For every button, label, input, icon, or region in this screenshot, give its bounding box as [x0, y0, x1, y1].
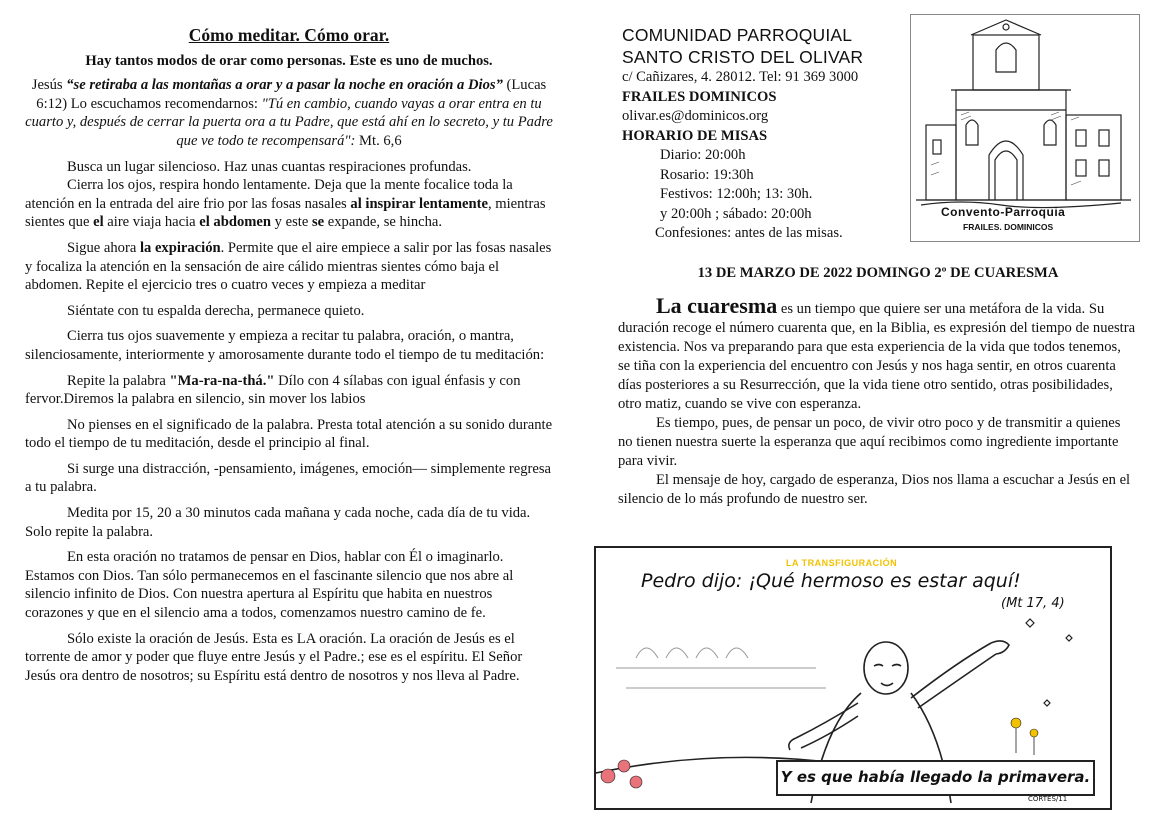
schedule-saturday: y 20:00h ; sábado: 20:00h: [660, 205, 812, 222]
schedule-daily: Diario: 20:00h: [660, 147, 746, 163]
church-sublabel: FRAILES. DOMINICOS: [963, 222, 1054, 232]
lent-lead-word: La cuaresma: [656, 293, 778, 318]
paragraph-5: Cierra tus ojos suavemente y empieza a recitar tu palabra, oración, o mantra, silenciosamente, interiormente y amorosamente durante todo el tiempo de tu meditación:: [25, 328, 545, 363]
cartoon-signature: CORTÉS/11: [1028, 795, 1068, 803]
paragraph-8: Si surge una distracción, -pensamiento, imágenes, emoción— simplemente regresa a tu palabra.: [25, 460, 552, 496]
mass-schedule-heading: HORARIO DE MISAS: [622, 127, 768, 144]
schedule-confessions: Confesiones: antes de las misas.: [655, 225, 843, 241]
paragraph-2: Cierra los ojos, respira hondo lentamente. Deja que la mente focalice toda la atención en la entrada del aire frio por las fosas nasales al inspirar lentamente, mientras sientes que el aire viaja hacia el abdomen y este se expande, se hincha.: [25, 177, 546, 231]
parish-name-line2: SANTO CRISTO DEL OLIVAR: [622, 47, 864, 67]
lent-paragraph-1: La cuaresma es un tiempo que quiere ser una metáfora de la vida. Su duración recoge el número cuarenta que, en la Biblia, es expresión del tiempo de nuestra existencia. Nos va preparando para que esta experiencia de la vida que todos tenemos, se tiña con la experiencia del encuentro con Jesús y nos haga sentir, en otros cuarenta días posteriores a su Resurrección, que la vida tiene otro sentido, otras posibilidades, otro matiz, cuando se vive con esperanza.: [618, 293, 1136, 412]
quote-matthew: "Tú en cambio, cuando vayas a orar entra en tu cuarto y, después de cerrar la puerta ora a tu Padre, que está ahí en lo secreto, y tu Padre que ve todo te recompensará":: [25, 95, 553, 149]
frailes-heading: FRAILES DOMINICOS: [622, 88, 777, 105]
schedule-rosary: Rosario: 19:30h: [660, 166, 754, 183]
cartoon-speech-ref: (Mt 17, 4): [1001, 596, 1065, 611]
cartoon-top-label: LA TRANSFIGURACIÓN: [786, 558, 898, 568]
meditation-column: [25, 26, 553, 692]
quote-ref2: Mt. 6,6: [355, 132, 402, 149]
quote-intro: Jesús: [31, 77, 67, 94]
lent-column: [618, 293, 1136, 509]
meditation-title: Cómo meditar. Cómo orar.: [188, 25, 390, 45]
parish-header: [622, 24, 912, 244]
date-heading: 13 DE MARZO DE 2022 DOMINGO 2º DE CUARESMA: [697, 265, 1059, 281]
cartoon-caption: Y es que había llegado la primavera.: [780, 768, 1091, 786]
parish-address: c/ Cañizares, 4. 28012. Tel: 91 369 3000: [622, 69, 859, 85]
quote-ref: (Lucas 6:12) Lo escuchamos recomendarnos:: [36, 77, 547, 112]
gospel-quote: [25, 76, 553, 150]
meditation-subtitle: Hay tantos modos de orar como personas. Este es uno de muchos.: [85, 52, 493, 69]
quote-luke: “se retiraba a las montañas a orar y a pasar la noche en oración a Dios”: [66, 77, 503, 94]
paragraph-4: Siéntate con tu espalda derecha, permanece quieto.: [67, 302, 365, 319]
schedule-holidays: Festivos: 12:00h; 13: 30h.: [660, 186, 813, 202]
transfiguration-cartoon: [594, 546, 1112, 810]
paragraph-11: Sólo existe la oración de Jesús. Esta es LA oración. La oración de Jesús es el torrente de amor y poder que fluye entre Jesús y el Padre.; ese es el espíritu. El Señor Jesús ora dentro de nosotros; su Espíritu está dentro de nosotros y nos lleva al Padre.: [25, 630, 523, 684]
cartoon-speech: Pedro dijo: ¡Qué hermoso es estar aquí!: [641, 570, 1021, 592]
paragraph-6: Repite la palabra "Ma-ra-na-thá." Dílo con 4 sílabas con igual énfasis y con fervor.Diremos la palabra en silencio, sin mover los labios: [25, 372, 521, 408]
church-label: Convento-Parroquia: [941, 205, 1066, 219]
cartoon-caption-box: [776, 760, 1095, 796]
paragraph-7: No pienses en el significado de la palabra. Presta total atención a su sonido durante todo el tiempo de tu meditación, desde el principio al final.: [25, 416, 553, 452]
paragraph-1: Busca un lugar silencioso. Haz unas cuantas respiraciones profundas.: [67, 158, 472, 175]
lent-paragraph-3: El mensaje de hoy, cargado de esperanza, Dios nos llama a escuchar a Jesús en el silencio de lo más profundo de nuestro ser.: [618, 472, 1131, 507]
lent-paragraph-2: Es tiempo, pues, de pensar un poco, de vivir otro poco y de transmitir a quienes no tienen nuestra suerte la esperanza que aquí recibimos como ingrediente importante para vivir.: [618, 415, 1121, 469]
paragraph-9: Medita por 15, 20 a 30 minutos cada mañana y cada noche, cada día de tu vida. Solo repite la palabra.: [25, 505, 531, 540]
church-drawing: [910, 14, 1140, 242]
paragraph-3: Sigue ahora la expiración. Permite que el aire empiece a salir por las fosas nasales y focaliza la atención en la sensación de aire cálido mientras sientes cómo baja el abdomen. Repite el ejercicio tres o cuatro veces y empieza a meditar: [25, 239, 552, 294]
paragraph-10: En esta oración no tratamos de pensar en Dios, hablar con Él o imaginarlo. Estamos con Dios. Tan sólo permanecemos en el fascinante silencio que nos abre al silencio infinito de Dios. Con nuestra apertura al Espíritu que habita en nuestros corazones y que en el silencio ama a todos, comenzamos nuestro camino de fe.: [25, 549, 514, 622]
parish-email: olivar.es@dominicos.org: [622, 108, 769, 124]
parish-name-line1: COMUNIDAD PARROQUIAL: [622, 25, 853, 45]
